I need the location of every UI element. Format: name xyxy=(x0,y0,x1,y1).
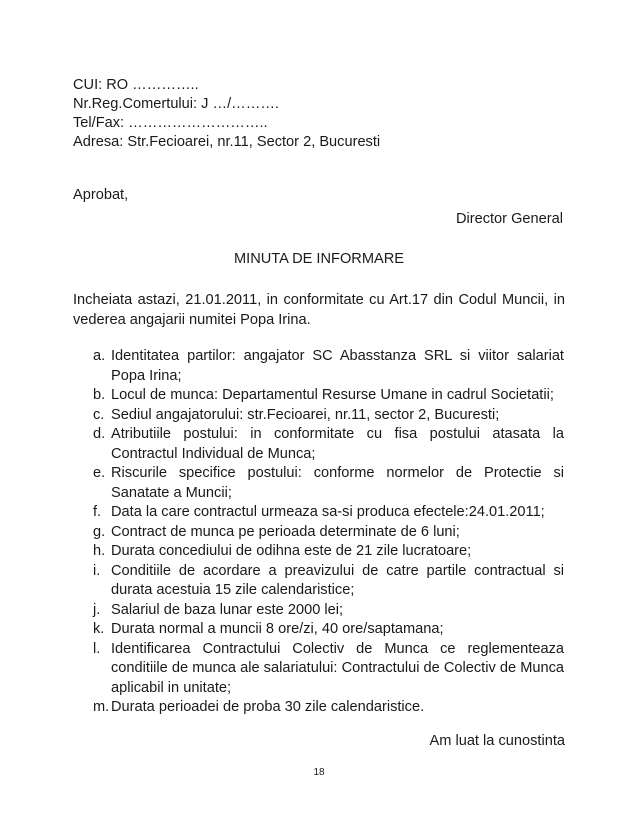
director-general-label: Director General xyxy=(455,211,563,227)
list-item xyxy=(93,464,564,503)
list-item xyxy=(93,640,564,699)
list-item xyxy=(93,562,564,601)
list-item xyxy=(93,425,564,464)
list-item-text: Riscurile specifice postului: conforme normelor de Protectie si Sanatate a Muncii; xyxy=(111,465,564,501)
list-item-marker: i. xyxy=(93,562,101,579)
tel-fax-line: Tel/Fax: ……………………….. xyxy=(73,115,268,131)
list-item-marker: a. xyxy=(93,348,106,364)
list-item-marker: f. xyxy=(93,504,102,520)
list-item xyxy=(93,523,564,543)
list-item xyxy=(93,542,564,562)
acknowledgement-label: Am luat la cunostinta xyxy=(429,733,565,749)
approved-label: Aprobat, xyxy=(73,187,129,203)
list-item-marker: k. xyxy=(93,621,105,637)
list-item-marker: c. xyxy=(93,406,105,423)
list-item xyxy=(93,406,564,426)
list-item-text: Data la care contractul urmeaza sa-si produca efectele:24.01.2011; xyxy=(111,504,545,520)
list-item-text: Contract de munca pe perioada determinate de 6 luni; xyxy=(111,523,460,540)
list-item xyxy=(93,601,564,621)
list-item-text: Conditiile de acordare a preavizului de catre partile contractual si durata acestuia 15 zile calendaristice; xyxy=(111,562,564,598)
list-item xyxy=(93,347,564,386)
document-title: MINUTA DE INFORMARE xyxy=(234,251,404,267)
list-item-text: Locul de munca: Departamentul Resurse Umane in cadrul Societatii; xyxy=(111,387,554,403)
list-item xyxy=(93,620,564,640)
list-item-marker: m. xyxy=(93,699,110,715)
list-item-text: Durata concediului de odihna este de 21 zile lucratoare; xyxy=(111,543,472,559)
list-item xyxy=(93,698,564,718)
list-item-marker: d. xyxy=(93,426,106,442)
list-item-marker: h. xyxy=(93,543,106,559)
list-item-marker: l. xyxy=(93,640,101,657)
address-line: Adresa: Str.Fecioarei, nr.11, Sector 2, Bucuresti xyxy=(73,134,381,150)
list-item-text: Sediul angajatorului: str.Fecioarei, nr.11, sector 2, Bucuresti; xyxy=(111,406,500,423)
list-item-text: Atributiile postului: in conformitate cu fisa postului atasata la Contractul Individual de Munca; xyxy=(111,426,564,462)
cui-line: CUI: RO ………….. xyxy=(73,77,199,93)
company-header xyxy=(73,76,573,152)
list-item-marker: e. xyxy=(93,465,106,481)
list-item-text: Salariul de baza lunar este 2000 lei; xyxy=(111,601,344,618)
information-list xyxy=(93,347,564,718)
page-number: 18 xyxy=(313,767,325,778)
list-item-text: Identificarea Contractului Colectiv de Munca ce reglementeaza conditiile de munca ale salariatului: Contractului de Colectiv de Munca aplicabil in unitate; xyxy=(111,640,564,696)
registration-line: Nr.Reg.Comertului: J …/………. xyxy=(73,96,279,112)
list-item-text: Identitatea partilor: angajator SC Abasstanza SRL si viitor salariat Popa Irina; xyxy=(111,348,564,384)
list-item-text: Durata perioadei de proba 30 zile calendaristice. xyxy=(111,699,425,715)
intro-paragraph: Incheiata astazi, 21.01.2011, in conformitate cu Art.17 din Codul Muncii, in vederea angajarii numitei Popa Irina. xyxy=(73,292,565,328)
list-item-marker: g. xyxy=(93,523,106,540)
list-item-text: Durata normal a muncii 8 ore/zi, 40 ore/saptamana; xyxy=(111,621,444,637)
list-item-marker: b. xyxy=(93,387,106,403)
list-item xyxy=(93,386,564,406)
list-item-marker: j. xyxy=(93,601,101,618)
list-item xyxy=(93,503,564,523)
